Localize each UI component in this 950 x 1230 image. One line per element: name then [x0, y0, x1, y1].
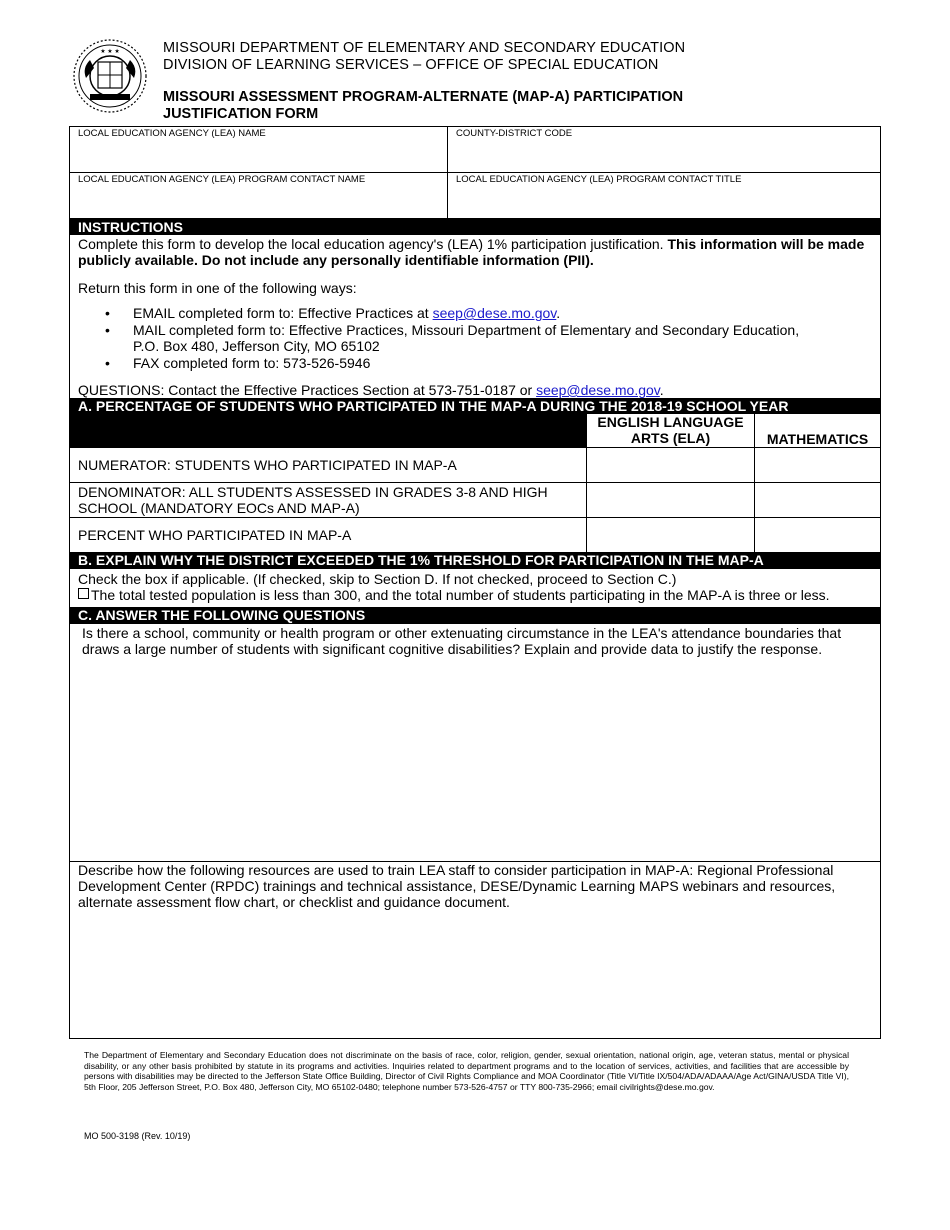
questions-email-link[interactable]: seep@dese.mo.gov — [536, 382, 660, 398]
nondiscrimination-notice: The Department of Elementary and Secondary Education does not discriminate on the basis of race, color, religion, gender, sexual orientation, national origin, age, veteran status, mental or physical disability, or any other basis prohibited by statute in its programs and activities. Inquiries related to department programs and to the location of services, activities, and facilities that are accessible by persons with disabilities may be directed to the Jefferson State Office Building, Director of Civil Rights Compliance and MOA Coordinator (Title VI/Title IX/504/ADA/ADAAA/Age Act/GINA/USDA Title VI), 5th Floor, 205 Jefferson Street, P.O. Box 480, Jefferson City, MO 65102-0480; telephone number 573-526-4757 or TTY 800-735-2966; email civilrights@dese.mo.gov. — [84, 1050, 849, 1092]
form-number: MO 500-3198 (Rev. 10/19) — [84, 1131, 191, 1141]
lea-name-label: LOCAL EDUCATION AGENCY (LEA) NAME — [78, 128, 266, 139]
instructions-intro-bold: This information will be made publicly available. Do not include any personally identifiable information (PII). — [78, 236, 865, 268]
section-c-heading: C. ANSWER THE FOLLOWING QUESTIONS — [69, 607, 881, 624]
bullet-icon: • — [105, 322, 110, 338]
bullet-icon: • — [105, 355, 110, 371]
lea-name-field[interactable] — [74, 143, 442, 169]
fax-instruction: FAX completed form to: 573-526-5946 — [133, 355, 371, 371]
county-district-code-label: COUNTY-DISTRICT CODE — [456, 128, 573, 139]
ela-header-line2: ARTS (ELA) — [630, 430, 711, 446]
instructions-intro-plain: Complete this form to develop the local education agency's (LEA) 1% participation justification. — [78, 236, 664, 252]
denominator-label-line2: SCHOOL (MANDATORY EOCs AND MAP-A) — [78, 500, 360, 516]
return-text: Return this form in one of the following ways: — [78, 280, 357, 296]
denominator-math-field[interactable] — [758, 485, 876, 514]
mail-instruction-line1: MAIL completed form to: Effective Practices, Missouri Department of Elementary and Secondary Education, — [133, 322, 800, 338]
questions-contact — [78, 382, 664, 398]
contact-name-label: LOCAL EDUCATION AGENCY (LEA) PROGRAM CONTACT NAME — [78, 174, 366, 185]
ela-header-line1: ENGLISH LANGUAGE — [597, 414, 744, 430]
email-instruction — [133, 305, 560, 321]
numerator-math-field[interactable] — [758, 450, 876, 479]
section-b-heading: B. EXPLAIN WHY THE DISTRICT EXCEEDED THE 1% THRESHOLD FOR PARTICIPATION IN THE MAP-A — [69, 552, 881, 569]
percent-ela-field[interactable] — [590, 520, 750, 549]
ela-column-header — [587, 414, 754, 446]
question2-line3: alternate assessment flow chart, or checklist and guidance document. — [78, 894, 510, 910]
section-b-instruction: Check the box if applicable. (If checked, skip to Section D. If not checked, proceed to Section C.) — [78, 571, 677, 587]
question1-line2: draws a large number of students with significant cognitive disabilities? Explain and provide data to justify the response. — [82, 641, 823, 657]
mail-instruction-line2: P.O. Box 480, Jefferson City, MO 65102 — [133, 338, 380, 354]
question1-answer-field[interactable] — [74, 662, 876, 856]
questions-period: . — [659, 382, 664, 398]
question1-line1: Is there a school, community or health program or other extenuating circumstance in the LEA's attendance boundaries that — [82, 625, 842, 641]
svg-text:★ ★ ★: ★ ★ ★ — [100, 49, 120, 55]
percent-math-field[interactable] — [758, 520, 876, 549]
denominator-ela-field[interactable] — [590, 485, 750, 514]
department-name: MISSOURI DEPARTMENT OF ELEMENTARY AND SECONDARY EDUCATION — [163, 40, 686, 56]
question2-line1: Describe how the following resources are used to train LEA staff to consider participation in MAP-A: Regional Professional — [78, 862, 834, 878]
email-link[interactable]: seep@dese.mo.gov — [432, 305, 557, 321]
division-name: DIVISION OF LEARNING SERVICES – OFFICE OF SPECIAL EDUCATION — [163, 57, 659, 73]
threshold-checkbox[interactable] — [78, 588, 89, 599]
state-seal-icon — [72, 38, 148, 114]
questions-prefix: QUESTIONS: Contact the Effective Practices Section at 573-751-0187 or — [78, 382, 533, 398]
contact-name-field[interactable] — [74, 189, 442, 215]
instructions-heading: INSTRUCTIONS — [69, 219, 881, 235]
threshold-checkbox-label: The total tested population is less than 300, and the total number of students participating in the MAP-A is three or less. — [91, 587, 830, 603]
percent-label: PERCENT WHO PARTICIPATED IN MAP-A — [78, 527, 352, 543]
math-column-header: MATHEMATICS — [766, 431, 869, 447]
bullet-icon: • — [105, 305, 110, 321]
question2-line2: Development Center (RPDC) trainings and technical assistance, DESE/Dynamic Learning MAPS webinars and resources, — [78, 878, 836, 894]
question2-answer-field[interactable] — [74, 914, 876, 1034]
county-district-code-field[interactable] — [452, 143, 876, 169]
denominator-label-line1: DENOMINATOR: ALL STUDENTS ASSESSED IN GRADES 3-8 AND HIGH — [78, 484, 548, 500]
email-period: . — [556, 305, 561, 321]
contact-title-label: LOCAL EDUCATION AGENCY (LEA) PROGRAM CONTACT TITLE — [456, 174, 742, 185]
form-title-line1: MISSOURI ASSESSMENT PROGRAM-ALTERNATE (MAP-A) PARTICIPATION — [163, 89, 684, 105]
numerator-ela-field[interactable] — [590, 450, 750, 479]
form-title-line2: JUSTIFICATION FORM — [163, 106, 319, 122]
section-a-title: A. PERCENTAGE OF STUDENTS WHO PARTICIPATED IN THE MAP-A DURING THE 2018-19 SCHOOL YEAR — [78, 398, 789, 414]
numerator-label: NUMERATOR: STUDENTS WHO PARTICIPATED IN MAP-A — [78, 457, 457, 473]
instructions-intro — [78, 236, 873, 268]
email-prefix: EMAIL completed form to: Effective Practices at — [133, 305, 429, 321]
contact-title-field[interactable] — [452, 189, 876, 215]
